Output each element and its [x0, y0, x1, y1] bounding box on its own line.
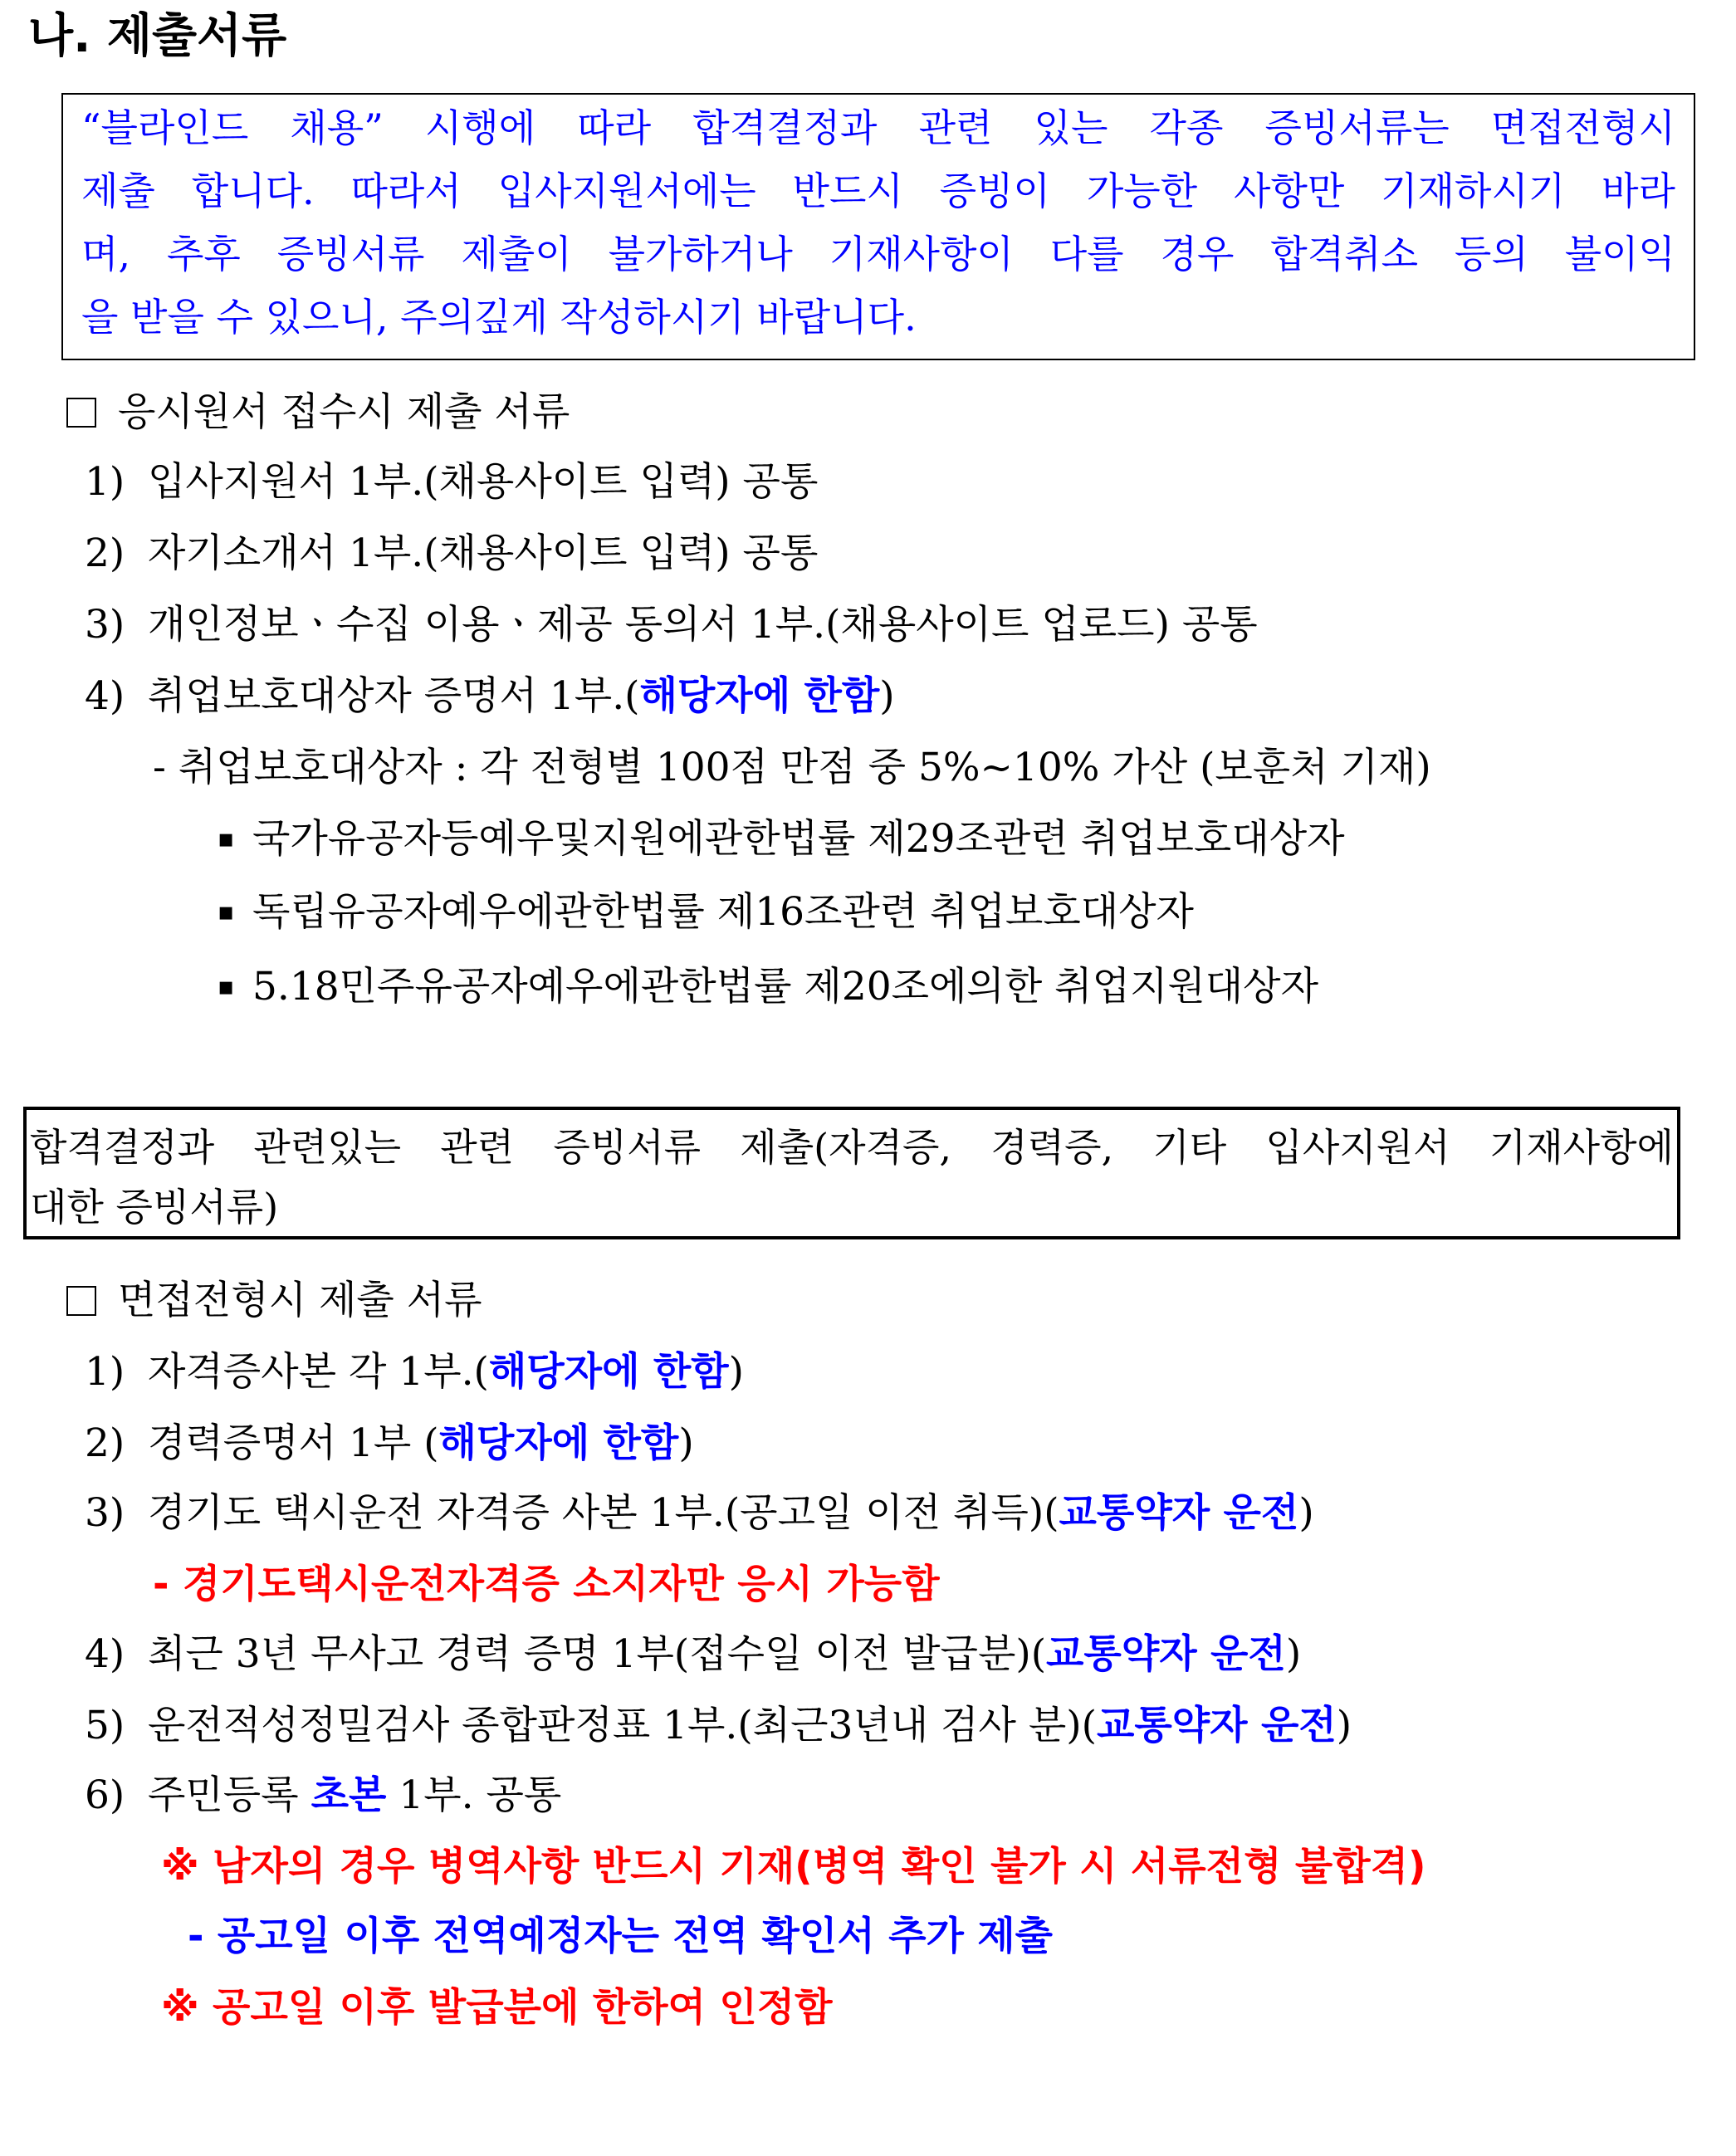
- list-item: [218, 887, 1194, 938]
- list-item: [218, 961, 1318, 1013]
- list-item: [85, 1488, 1314, 1539]
- section-title: 나. 제출서류: [28, 9, 287, 63]
- item-text: 주민등록: [148, 1772, 311, 1818]
- discharge-note: - 공고일 이후 전역예정자는 전역 확인서 추가 제출: [188, 1914, 1054, 1959]
- item-highlight: 교통약자 운전: [1059, 1490, 1299, 1536]
- item-number: 3): [85, 602, 125, 648]
- list-item: [85, 1347, 744, 1398]
- item-text: 개인정보ㆍ수집 이용ㆍ제공 동의서 1부.(채용사이트 업로드) 공통: [148, 602, 1258, 648]
- section-heading-label: 면접전형시 제출 서류: [118, 1278, 482, 1323]
- item-highlight: 해당자에 한함: [438, 1420, 679, 1466]
- notice-line: 제출 합니다. 따라서 입사지원서에는 반드시 증빙이 가능한 사항만 기재하시기 바라: [81, 169, 1675, 213]
- list-item: [85, 671, 895, 722]
- item-highlight: 해당자에 한함: [639, 673, 880, 719]
- checkbox-icon: [66, 398, 96, 428]
- item-text: ): [879, 673, 895, 719]
- list-item: [85, 528, 818, 579]
- item-number: 2): [85, 1420, 125, 1466]
- bullet-text: 국가유공자등예우및지원에관한법률 제29조관련 취업보호대상자: [252, 816, 1345, 862]
- bullet-icon: ▪: [218, 972, 235, 1001]
- list-item: [85, 1629, 1301, 1680]
- section-heading-label: 응시원서 접수시 제출 서류: [118, 389, 570, 435]
- item-text: ): [678, 1420, 694, 1466]
- item-number: 2): [85, 530, 125, 576]
- item-number: 5): [85, 1703, 125, 1748]
- notice-line: 며, 추후 증빙서류 제출이 불가하거나 기재사항이 다를 경우 합격취소 등의 불이익: [81, 232, 1675, 276]
- checkbox-icon: [66, 1286, 96, 1316]
- item-number: 1): [85, 459, 125, 505]
- item-text: 운전적성정밀검사 종합판정표 1부.(최근3년내 검사 분)(: [148, 1703, 1097, 1748]
- list-item: [85, 599, 1258, 651]
- item-text: 자격증사본 각 1부.(: [148, 1349, 489, 1395]
- list-item: [85, 457, 818, 508]
- bullet-icon: ▪: [218, 897, 235, 926]
- bonus-note: - 취업보호대상자 : 각 전형별 100점 만점 중 5%~10% 가산 (보훈처 기재): [153, 745, 1431, 790]
- item-number: 6): [85, 1772, 125, 1818]
- item-text: 경력증명서 1부 (: [148, 1420, 439, 1466]
- list-item: [85, 1700, 1352, 1752]
- item-text: ): [1285, 1631, 1302, 1677]
- license-requirement-note: - 경기도택시운전자격증 소지자만 응시 가능함: [153, 1562, 940, 1607]
- item-text: 경기도 택시운전 자격증 사본 1부.(공고일 이전 취득)(: [148, 1490, 1059, 1536]
- item-number: 4): [85, 1631, 125, 1677]
- item-text: 최근 3년 무사고 경력 증명 1부(접수일 이전 발급분)(: [148, 1631, 1047, 1677]
- list-item: [218, 814, 1345, 865]
- issued-date-note: ※ 공고일 이후 발급분에 한하여 인정함: [161, 1985, 833, 2031]
- item-text: 입사지원서 1부.(채용사이트 입력) 공통: [148, 459, 819, 505]
- notice-line: 을 받을 수 있으니, 주의깊게 작성하시기 바랍니다.: [81, 295, 917, 340]
- item-text: ): [1298, 1490, 1314, 1536]
- bullet-icon: ▪: [218, 824, 235, 853]
- list-item: [85, 1770, 561, 1821]
- item-highlight: 교통약자 운전: [1096, 1703, 1337, 1748]
- section-heading-interview: [66, 1275, 482, 1327]
- bullet-text: 5.18민주유공자예우에관한법률 제20조에의한 취업지원대상자: [252, 964, 1318, 1010]
- item-number: 1): [85, 1349, 125, 1395]
- item-number: 3): [85, 1490, 125, 1536]
- item-text: ): [1336, 1703, 1352, 1748]
- evidence-line: 합격결정과 관련있는 관련 증빙서류 제출(자격증, 경력증, 기타 입사지원서 기재사항에: [30, 1125, 1674, 1170]
- item-text: ): [728, 1349, 744, 1395]
- military-note: ※ 남자의 경우 병역사항 반드시 기재(병역 확인 불가 시 서류전형 불합격): [161, 1844, 1426, 1890]
- item-text: 자기소개서 1부.(채용사이트 입력) 공통: [148, 530, 819, 576]
- evidence-line: 대한 증빙서류): [30, 1185, 279, 1230]
- notice-line: “블라인드 채용” 시행에 따라 합격결정과 관련 있는 각종 증빙서류는 면접전형시: [81, 105, 1675, 150]
- item-highlight: 초본: [311, 1772, 387, 1818]
- item-text: 1부. 공통: [386, 1772, 562, 1818]
- item-highlight: 해당자에 한함: [488, 1349, 729, 1395]
- item-text: 취업보호대상자 증명서 1부.(: [148, 673, 640, 719]
- item-number: 4): [85, 673, 125, 719]
- bullet-text: 독립유공자예우에관한법률 제16조관련 취업보호대상자: [252, 889, 1194, 935]
- list-item: [85, 1418, 694, 1469]
- section-heading-application: [66, 387, 570, 438]
- item-highlight: 교통약자 운전: [1046, 1631, 1286, 1677]
